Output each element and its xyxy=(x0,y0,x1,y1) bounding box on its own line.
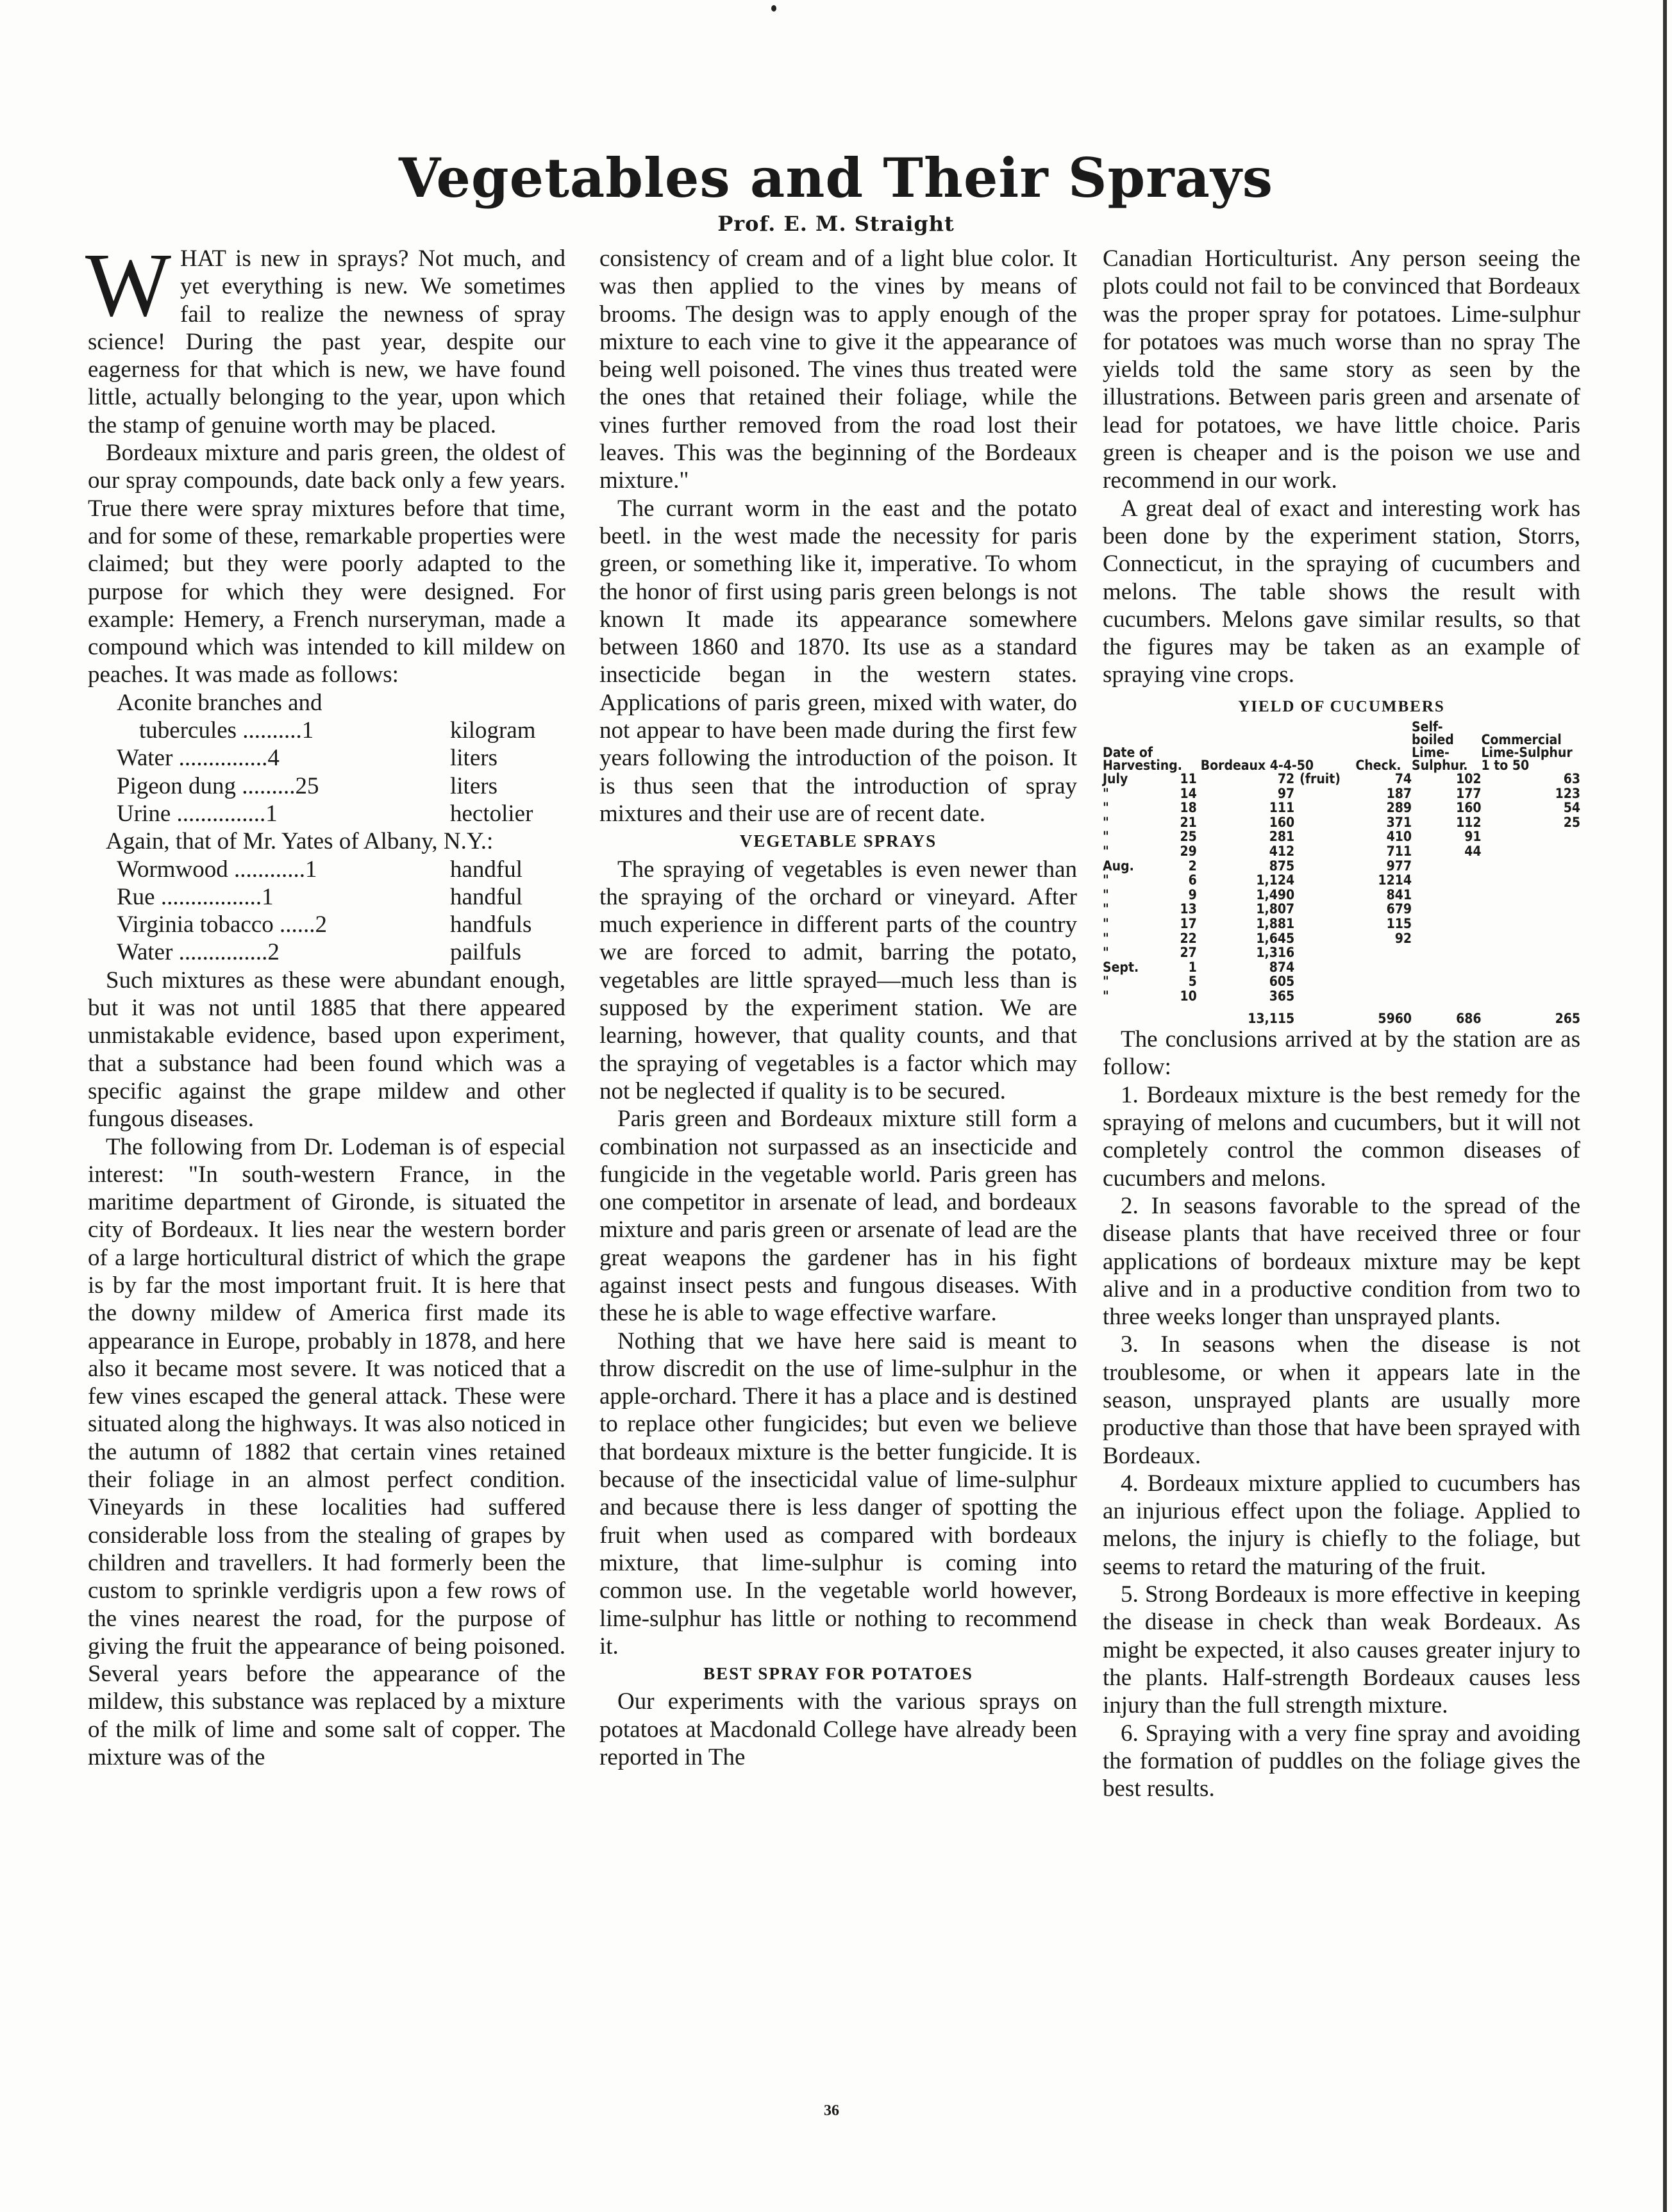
article-title: Vegetables and Their Sprays xyxy=(398,146,1274,210)
recipe-item: Water ...............2 pailfuls xyxy=(117,939,521,966)
table-cell xyxy=(1297,859,1355,874)
table-cell xyxy=(1297,786,1355,801)
table-cell xyxy=(1412,931,1482,946)
table-row xyxy=(1103,902,1580,917)
table-cell xyxy=(1482,902,1580,917)
recipe-list-hemery xyxy=(117,689,565,827)
table-cell xyxy=(1412,945,1482,960)
table-cell xyxy=(1165,1004,1201,1026)
table-cell xyxy=(1297,902,1355,917)
table-cell: 1,645 xyxy=(1256,930,1295,946)
opening-paragraph: WHAT is new in sprays? Not much, and yet everything is new. We sometimes fail to realize the newness of spray science! During the past year, despite our eagerness for that which is new, we have found little, actually belonging to the year, upon which the stamp of genuine worth may be placed. xyxy=(85,234,565,438)
table-cell xyxy=(1482,859,1580,874)
table-cell: 91 xyxy=(1464,829,1482,845)
paragraph: The spraying of vegetables is even newer than the spraying of the orchard or vineyard. After much experience in different parts of the country we are forced to admit, barring the potato, vegetables are little sprayed—much less than is supposed by the experiment station. We are learning, however, that quality counts, and that the spraying of vegetables is a factor which may not be neglected if quality is to be secured. xyxy=(599,856,1077,1104)
column-2 xyxy=(599,245,1077,1771)
recipe-item: Water ...............4 liters xyxy=(117,745,497,772)
table-cell: 102 xyxy=(1456,771,1482,787)
paragraph: A great deal of exact and interesting work has been done by the experiment station, Storrs, Connecticut, in the spraying of cucumbers and melons. The table shows the result with cucumbers. Melons gave similar results, so that the figures may be taken as an example of spraying vine crops. xyxy=(1103,495,1580,688)
paragraph: The currant worm in the east and the potato beetl. in the west made the necessity for paris green, or something like it, imperative. To whom the honor of first using paris green belongs is not known It made its appearance somewhere between 1860 and 1870. Its use as a standard insecticide began in the western states. Applications of paris green, mixed with water, do not appear to have been made during the first few years following the introduction of the poison. It is thus seen that the introduction of spray mixtures and their use are of recent date. xyxy=(599,495,1077,827)
table-header-row xyxy=(1103,720,1580,772)
table-row xyxy=(1103,829,1580,844)
table-cell xyxy=(1482,917,1580,931)
table-cell: 10 xyxy=(1180,988,1197,1004)
table-cell: Aug. xyxy=(1103,858,1134,874)
table-cell: 25 xyxy=(1180,829,1197,845)
table-cell xyxy=(1355,989,1412,1004)
table-cell xyxy=(1297,1004,1355,1026)
table-cell: 92 xyxy=(1394,930,1412,946)
table-cell xyxy=(1103,1004,1165,1026)
table-cell xyxy=(1482,931,1580,946)
table-cell: 21 xyxy=(1180,814,1197,830)
table-cell xyxy=(1482,873,1580,888)
table-cell: " xyxy=(1103,988,1109,1004)
table-cell: 115 xyxy=(1386,915,1412,931)
paragraph: Again, that of Mr. Yates of Albany, N.Y.: xyxy=(106,828,494,855)
column-1 xyxy=(85,234,565,1771)
yield-table xyxy=(1103,720,1580,1026)
conclusion-item: 1. Bordeaux mixture is the best remedy for the spraying of melons and cucumbers, but it will not completely control the common diseases of cucumbers and melons. xyxy=(1103,1081,1580,1192)
table-title: YIELD OF CUCUMBERS xyxy=(1238,697,1445,715)
table-cell: 13,115 xyxy=(1248,1010,1295,1026)
table-cell xyxy=(1297,974,1355,989)
table-cell: 875 xyxy=(1269,858,1295,874)
conclusion-item: 2. In seasons favorable to the spread of the disease plants that have received three or four applications of bordeaux mixture may be kept alive and in a productive condition from two to three weeks longer than unsprayed plants. xyxy=(1103,1192,1580,1331)
table-cell xyxy=(1297,989,1355,1004)
table-cell: 177 xyxy=(1456,785,1482,801)
recipe-item: Wormwood ............1 handful xyxy=(117,856,523,883)
table-cell xyxy=(1412,960,1482,975)
table-cell: 2 xyxy=(1188,858,1197,874)
table-cell xyxy=(1482,844,1580,859)
table-cell xyxy=(1297,873,1355,888)
table-cell: 6 xyxy=(1188,872,1197,888)
table-row xyxy=(1103,844,1580,859)
table-cell xyxy=(1297,829,1355,844)
table-cell xyxy=(1482,960,1580,975)
recipe-item: Aconite branches and xyxy=(117,689,322,716)
conclusion-item: 6. Spraying with a very fine spray and avoiding the formation of puddles on the foliage gives the best results. xyxy=(1103,1720,1580,1802)
table-cell: 679 xyxy=(1386,901,1412,917)
table-cell xyxy=(1355,945,1412,960)
table-totals-row xyxy=(1103,1004,1580,1026)
table-cell: 605 xyxy=(1269,974,1295,990)
table-cell: 686 xyxy=(1456,1010,1482,1026)
table-cell: " xyxy=(1103,814,1109,830)
ink-speck xyxy=(771,5,776,12)
table-cell xyxy=(1355,974,1412,989)
recipe-item: Pigeon dung .........25 liters xyxy=(117,772,497,799)
header-bordeaux: Bordeaux 4-4-50 xyxy=(1200,758,1314,774)
table-cell: 874 xyxy=(1269,959,1295,975)
paragraph: Our experiments with the various sprays on potatoes at Macdonald College have already been reported in The xyxy=(599,1688,1077,1771)
table-cell: " xyxy=(1103,800,1109,816)
table-cell: Sept. xyxy=(1103,959,1139,975)
table-cell xyxy=(1412,917,1482,931)
table-cell: 22 xyxy=(1180,930,1197,946)
table-cell: 5960 xyxy=(1378,1010,1412,1026)
recipe-list-yates xyxy=(117,856,565,967)
table-cell: " xyxy=(1103,930,1109,946)
table-cell: July xyxy=(1103,771,1128,787)
table-cell: 112 xyxy=(1456,814,1482,830)
table-cell: 711 xyxy=(1386,844,1412,860)
section-heading: BEST SPRAY FOR POTATOES xyxy=(703,1664,973,1684)
table-cell: 1 xyxy=(1188,959,1197,975)
table-cell xyxy=(1297,801,1355,815)
conclusion-item: 4. Bordeaux mixture applied to cucumbers has an injurious effect upon the foliage. Applied to melons, the injury is chiefly to the foliage, but seems to retard the maturing of the fruit. xyxy=(1103,1470,1580,1580)
table-cell: " xyxy=(1103,785,1109,801)
table-row xyxy=(1103,960,1580,975)
recipe-item: Virginia tobacco ......2 handfuls xyxy=(117,911,532,938)
table-cell: 74 xyxy=(1394,771,1412,787)
table-cell: 97 xyxy=(1277,785,1295,801)
table-cell xyxy=(1355,960,1412,975)
table-cell xyxy=(1412,902,1482,917)
paragraph: consistency of cream and of a light blue color. It was then applied to the vines by means of brooms. The design was to apply enough of the mixture to each vine to give it the appearance of being well poisoned. The vines thus treated were the ones that retained their foliage, while the vines further removed from the road lost their leaves. This was the beginning of the Bordeaux mixture." xyxy=(599,245,1077,494)
table-cell: 18 xyxy=(1180,800,1197,816)
table-cell xyxy=(1412,989,1482,1004)
table-cell: 25 xyxy=(1563,814,1580,830)
table-cell: " xyxy=(1103,844,1109,860)
table-cell xyxy=(1297,945,1355,960)
table-cell: 1,881 xyxy=(1256,915,1295,931)
table-row xyxy=(1103,974,1580,989)
table-cell: " xyxy=(1103,915,1109,931)
table-cell xyxy=(1297,888,1355,902)
table-row xyxy=(1103,859,1580,874)
table-cell: " xyxy=(1103,974,1109,990)
table-cell: 1,807 xyxy=(1256,901,1295,917)
recipe-item: Urine ...............1 hectolier xyxy=(117,800,533,827)
table-row xyxy=(1103,989,1580,1004)
paragraph: Canadian Horticulturist. Any person seeing the plots could not fail to be convinced that Bordeaux was the proper spray for potatoes. Lime-sulphur for potatoes was much worse than no spray The yields told the same story as seen by the illustrations. Between paris green and arsenate of lead for potatoes, we have little choice. Paris green is cheaper and is the poison we use and recommend in our work. xyxy=(1103,245,1580,494)
table-cell: 1,124 xyxy=(1256,872,1295,888)
table-cell: 160 xyxy=(1269,814,1295,830)
conclusion-item: 5. Strong Bordeaux is more effective in keeping the disease in check than weak Bordeaux. As might be expected, it also causes greater injury to the plants. Half-strength Bordeaux causes less injury than the full strength mixture. xyxy=(1103,1581,1580,1719)
table-cell: 111 xyxy=(1269,800,1295,816)
table-cell: 29 xyxy=(1180,844,1197,860)
table-row xyxy=(1103,815,1580,830)
table-cell xyxy=(1482,974,1580,989)
paragraph: The following from Dr. Lodeman is of especial interest: "In south-western France, in the maritime department of Gironde, is situated the city of Bordeaux. It lies near the western border of a large horticultural district of which the grape is by far the most important fruit. It is here that the downy mildew of America first made its appearance in Europe, probably in 1878, and here also it became most severe. It was noticed that a few vines escaped the general attack. These were situated along the highways. It was also noticed in the autumn of 1882 that certain vines retained their foliage in an almost perfect condition. Vineyards in these localities had suffered considerable loss from the stealing of grapes by children and travellers. It had formerly been the custom to sprinkle verdigris upon a few rows of the vines nearest the road, for the purpose of giving the fruit the appearance of being poisoned. Several years before the appearance of the mildew, this substance was replaced by a mixture of the milk of lime and some salt of copper. The mixture was of the xyxy=(88,1133,565,1771)
table-cell: 365 xyxy=(1269,988,1295,1004)
article-author: Prof. E. M. Straight xyxy=(717,212,955,236)
recipe-item: tubercules ..........1 kilogram xyxy=(139,717,536,744)
table-cell: 13 xyxy=(1180,901,1197,917)
paragraph: The conclusions arrived at by the station are as follow: xyxy=(1103,1026,1580,1081)
paragraph: Such mixtures as these were abundant enough, but it was not until 1885 that there appeared unmistakable evidence, based upon experiment, that a substance had been found which was a specific against the grape mildew and other fungous diseases. xyxy=(88,967,565,1133)
table-cell: " xyxy=(1103,872,1109,888)
page-edge-line xyxy=(1663,0,1667,2212)
table-cell: 841 xyxy=(1386,886,1412,902)
table-cell: " xyxy=(1103,829,1109,845)
table-cell xyxy=(1297,931,1355,946)
table-cell: 5 xyxy=(1188,974,1197,990)
table-cell xyxy=(1297,960,1355,975)
table-cell: 371 xyxy=(1386,814,1412,830)
table-cell xyxy=(1482,888,1580,902)
table-cell: " xyxy=(1103,901,1109,917)
table-cell: (fruit) xyxy=(1300,771,1341,787)
page-number: 36 xyxy=(824,2102,839,2119)
table-cell xyxy=(1297,917,1355,931)
table-row xyxy=(1103,945,1580,960)
table-cell xyxy=(1412,859,1482,874)
recipe-item: Rue .................1 handful xyxy=(117,883,523,910)
table-cell xyxy=(1482,989,1580,1004)
table-cell: 11 xyxy=(1180,771,1197,787)
paragraph: Bordeaux mixture and paris green, the oldest of our spray compounds, date back only a few years. True there were spray mixtures before that time, and for some of these, remarkable properties were claimed; but they were poorly adapted to the purpose for which they were designed. For example: Hemery, a French nurseryman, made a compound which was intended to kill mildew on peaches. It was made as follows: xyxy=(88,440,565,688)
table-cell: 54 xyxy=(1563,800,1580,816)
table-cell: 17 xyxy=(1180,915,1197,931)
table-cell: 281 xyxy=(1269,829,1295,845)
table-cell: 123 xyxy=(1555,785,1580,801)
table-cell: 410 xyxy=(1386,829,1412,845)
table-row xyxy=(1103,873,1580,888)
table-cell xyxy=(1482,829,1580,844)
header-check: Check. xyxy=(1355,758,1401,774)
header-self-boiled: Self-boiled Lime-Sulphur. xyxy=(1412,719,1468,774)
table-row xyxy=(1103,888,1580,902)
table-cell: 289 xyxy=(1386,800,1412,816)
table-cell: 63 xyxy=(1563,771,1580,787)
table-row xyxy=(1103,772,1580,786)
table-cell xyxy=(1412,888,1482,902)
table-cell: 72 xyxy=(1277,771,1295,787)
table-cell xyxy=(1297,844,1355,859)
header-date: Date of Harvesting. xyxy=(1103,745,1182,774)
table-row xyxy=(1103,917,1580,931)
table-cell xyxy=(1412,974,1482,989)
table-cell xyxy=(1482,945,1580,960)
table-cell: " xyxy=(1103,886,1109,902)
table-cell: 44 xyxy=(1464,844,1482,860)
table-cell: 160 xyxy=(1456,800,1482,816)
table-cell xyxy=(1297,815,1355,830)
table-cell: 9 xyxy=(1188,886,1197,902)
table-cell: 27 xyxy=(1180,945,1197,961)
table-row xyxy=(1103,931,1580,946)
table-cell: 1,490 xyxy=(1256,886,1295,902)
column-3 xyxy=(1103,245,1580,1802)
table-cell: 977 xyxy=(1386,858,1412,874)
table-cell xyxy=(1412,873,1482,888)
table-cell: 187 xyxy=(1386,785,1412,801)
table-cell: " xyxy=(1103,945,1109,961)
table-cell: 14 xyxy=(1180,785,1197,801)
table-cell: 412 xyxy=(1269,844,1295,860)
table-row xyxy=(1103,786,1580,801)
conclusion-item: 3. In seasons when the disease is not troublesome, or when it appears late in the season, unsprayed plants are usually more productive than those that have been sprayed with Bordeaux. xyxy=(1103,1331,1580,1469)
table-cell: 1,316 xyxy=(1256,945,1295,961)
paragraph: Paris green and Bordeaux mixture still form a combination not surpassed as an insecticide and fungicide in the vegetable world. Paris green has one competitor in arsenate of lead, and bordeaux mixture and paris green or arsenate of lead are the great weapons the gardener has in his fight against insect pests and fungous diseases. With these he is able to wage effective warfare. xyxy=(599,1106,1077,1327)
table-cell: 265 xyxy=(1555,1010,1580,1026)
header-commercial: Commercial Lime-Sulphur 1 to 50 xyxy=(1481,732,1573,774)
table-row xyxy=(1103,801,1580,815)
table-cell: 1214 xyxy=(1378,872,1412,888)
paragraph: Nothing that we have here said is meant to throw discredit on the use of lime-sulphur in the apple-orchard. There it has a place and is destined to replace other fungicides; but even we believe that bordeaux mixture is the better fungicide. It is because of the insecticidal value of lime-sulphur and because there is less danger of spotting the fruit when used as compared with bordeaux mixture, that lime-sulphur is coming into common use. In the vegetable world however, lime-sulphur has little or nothing to recommend it. xyxy=(599,1327,1077,1659)
drop-cap: W xyxy=(85,234,172,335)
section-heading: VEGETABLE SPRAYS xyxy=(739,831,937,851)
